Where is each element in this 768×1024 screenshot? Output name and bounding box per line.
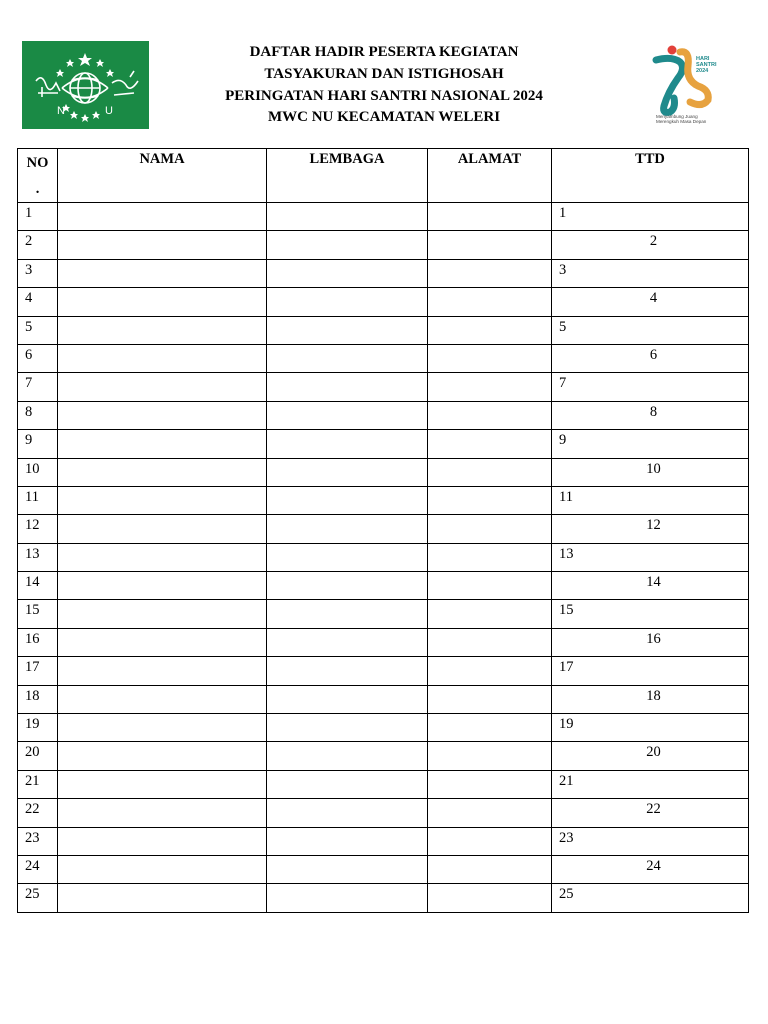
lembaga-cell[interactable] xyxy=(267,600,428,628)
nama-cell[interactable] xyxy=(58,430,267,458)
alamat-cell[interactable] xyxy=(428,401,552,429)
title-line-1: DAFTAR HADIR PESERTA KEGIATAN xyxy=(249,44,519,60)
alamat-cell[interactable] xyxy=(428,486,552,514)
row-number-cell: 11 xyxy=(18,486,58,514)
nu-logo-letter-u: U xyxy=(105,105,113,117)
nama-cell[interactable] xyxy=(58,259,267,287)
title-line-2: TASYAKURAN DAN ISTIGHOSAH xyxy=(264,65,504,82)
alamat-cell[interactable] xyxy=(428,458,552,486)
row-number-cell: 17 xyxy=(18,657,58,685)
nama-cell[interactable] xyxy=(58,231,267,259)
row-number-cell: 18 xyxy=(18,685,58,713)
alamat-cell[interactable] xyxy=(428,884,552,912)
hari-santri-name-1: HARI xyxy=(696,56,710,62)
alamat-cell[interactable] xyxy=(428,259,552,287)
lembaga-cell[interactable] xyxy=(267,486,428,514)
ttd-signature-cell[interactable]: 7 xyxy=(552,373,749,401)
alamat-cell[interactable] xyxy=(428,515,552,543)
lembaga-cell[interactable] xyxy=(267,515,428,543)
row-number-cell: 21 xyxy=(18,770,58,798)
lembaga-cell[interactable] xyxy=(267,458,428,486)
ttd-signature-cell[interactable]: 23 xyxy=(552,827,749,855)
ttd-signature-cell[interactable]: 1 xyxy=(552,203,749,231)
table-row xyxy=(18,486,749,514)
ttd-signature-cell[interactable]: 25 xyxy=(552,884,749,912)
ttd-signature-cell[interactable]: 24 xyxy=(552,855,749,883)
lembaga-cell[interactable] xyxy=(267,742,428,770)
row-number-cell: 7 xyxy=(18,373,58,401)
row-number-cell: 24 xyxy=(18,855,58,883)
nama-cell[interactable] xyxy=(58,344,267,372)
row-number-cell: 9 xyxy=(18,430,58,458)
nama-cell[interactable] xyxy=(58,884,267,912)
lembaga-cell[interactable] xyxy=(267,430,428,458)
nama-cell[interactable] xyxy=(58,628,267,656)
row-number-cell: 6 xyxy=(18,344,58,372)
table-row xyxy=(18,543,749,571)
row-number-cell: 22 xyxy=(18,799,58,827)
title-line-4: MWC NU KECAMATAN WELERI xyxy=(267,109,501,126)
row-number-cell: 20 xyxy=(18,742,58,770)
row-number-cell: 4 xyxy=(18,288,58,316)
lembaga-cell[interactable] xyxy=(267,373,428,401)
hari-santri-tagline-1: Menyambung Juang xyxy=(656,114,698,119)
table-row xyxy=(18,827,749,855)
row-number-cell: 13 xyxy=(18,543,58,571)
title-line-3: PERINGATAN HARI SANTRI NASIONAL 2024 xyxy=(225,87,543,104)
ttd-signature-cell[interactable]: 8 xyxy=(552,401,749,429)
row-number-cell: 19 xyxy=(18,714,58,742)
document-title xyxy=(190,42,578,129)
lembaga-cell[interactable] xyxy=(267,344,428,372)
lembaga-cell[interactable] xyxy=(267,685,428,713)
hari-santri-name-2: SANTRI xyxy=(696,62,717,68)
alamat-cell[interactable] xyxy=(428,344,552,372)
ttd-signature-cell[interactable]: 3 xyxy=(552,259,749,287)
table-row xyxy=(18,884,749,912)
nama-cell[interactable] xyxy=(58,600,267,628)
lembaga-cell[interactable] xyxy=(267,855,428,883)
ttd-signature-cell[interactable]: 11 xyxy=(552,486,749,514)
nama-cell[interactable] xyxy=(58,770,267,798)
nu-logo xyxy=(22,41,149,129)
nama-cell[interactable] xyxy=(58,316,267,344)
nama-cell[interactable] xyxy=(58,458,267,486)
row-number-cell: 8 xyxy=(18,401,58,429)
table-row xyxy=(18,714,749,742)
lembaga-cell[interactable] xyxy=(267,231,428,259)
alamat-cell[interactable] xyxy=(428,316,552,344)
nu-logo-letter-n: N xyxy=(57,105,65,117)
table-row xyxy=(18,259,749,287)
alamat-cell[interactable] xyxy=(428,628,552,656)
alamat-cell[interactable] xyxy=(428,799,552,827)
nama-cell[interactable] xyxy=(58,572,267,600)
table-row xyxy=(18,572,749,600)
nama-cell[interactable] xyxy=(58,685,267,713)
ttd-signature-cell[interactable]: 14 xyxy=(552,572,749,600)
ttd-signature-cell[interactable]: 21 xyxy=(552,770,749,798)
alamat-cell[interactable] xyxy=(428,543,552,571)
nama-cell[interactable] xyxy=(58,543,267,571)
lembaga-cell[interactable] xyxy=(267,799,428,827)
alamat-cell[interactable] xyxy=(428,231,552,259)
ttd-signature-cell[interactable]: 9 xyxy=(552,430,749,458)
nama-cell[interactable] xyxy=(58,401,267,429)
nama-cell[interactable] xyxy=(58,288,267,316)
table-row xyxy=(18,855,749,883)
hari-santri-tagline-2: Merengkuh Masa Depan xyxy=(656,119,707,124)
ttd-signature-cell[interactable]: 16 xyxy=(552,628,749,656)
alamat-cell[interactable] xyxy=(428,288,552,316)
lembaga-cell[interactable] xyxy=(267,827,428,855)
lembaga-cell[interactable] xyxy=(267,657,428,685)
ttd-signature-cell[interactable]: 18 xyxy=(552,685,749,713)
ttd-signature-cell[interactable]: 2 xyxy=(552,231,749,259)
lembaga-cell[interactable] xyxy=(267,401,428,429)
ttd-signature-cell[interactable]: 19 xyxy=(552,714,749,742)
alamat-cell[interactable] xyxy=(428,770,552,798)
lembaga-cell[interactable] xyxy=(267,543,428,571)
row-number-cell: 14 xyxy=(18,572,58,600)
alamat-cell[interactable] xyxy=(428,742,552,770)
alamat-cell[interactable] xyxy=(428,600,552,628)
table-row xyxy=(18,600,749,628)
row-number-cell: 3 xyxy=(18,259,58,287)
ttd-signature-cell[interactable]: 17 xyxy=(552,657,749,685)
table-row xyxy=(18,288,749,316)
nama-cell[interactable] xyxy=(58,799,267,827)
attendance-table xyxy=(17,148,749,913)
lembaga-cell[interactable] xyxy=(267,316,428,344)
row-number-cell: 16 xyxy=(18,628,58,656)
table-row xyxy=(18,799,749,827)
row-number-cell: 25 xyxy=(18,884,58,912)
lembaga-cell[interactable] xyxy=(267,288,428,316)
column-header-ttd: TTD xyxy=(552,149,749,203)
lembaga-cell[interactable] xyxy=(267,884,428,912)
nama-cell[interactable] xyxy=(58,373,267,401)
ttd-signature-cell[interactable]: 4 xyxy=(552,288,749,316)
lembaga-cell[interactable] xyxy=(267,203,428,231)
alamat-cell[interactable] xyxy=(428,203,552,231)
nama-cell[interactable] xyxy=(58,486,267,514)
lembaga-cell[interactable] xyxy=(267,714,428,742)
alamat-cell[interactable] xyxy=(428,685,552,713)
alamat-cell[interactable] xyxy=(428,657,552,685)
lembaga-cell[interactable] xyxy=(267,259,428,287)
nama-cell[interactable] xyxy=(58,855,267,883)
table-row xyxy=(18,373,749,401)
ttd-signature-cell[interactable]: 5 xyxy=(552,316,749,344)
ttd-signature-cell[interactable]: 15 xyxy=(552,600,749,628)
table-row xyxy=(18,344,749,372)
row-number-cell: 10 xyxy=(18,458,58,486)
row-number-cell: 12 xyxy=(18,515,58,543)
ttd-signature-cell[interactable]: 20 xyxy=(552,742,749,770)
lembaga-cell[interactable] xyxy=(267,770,428,798)
alamat-cell[interactable] xyxy=(428,855,552,883)
column-header-alamat: ALAMAT xyxy=(428,149,552,203)
table-row xyxy=(18,430,749,458)
nama-cell[interactable] xyxy=(58,827,267,855)
nama-cell[interactable] xyxy=(58,742,267,770)
nama-cell[interactable] xyxy=(58,657,267,685)
table-header-row xyxy=(18,149,749,203)
row-number-cell: 5 xyxy=(18,316,58,344)
alamat-cell[interactable] xyxy=(428,827,552,855)
table-row xyxy=(18,401,749,429)
row-number-cell: 23 xyxy=(18,827,58,855)
column-header-no xyxy=(18,149,58,203)
ttd-signature-cell[interactable]: 12 xyxy=(552,515,749,543)
table-row xyxy=(18,685,749,713)
row-number-cell: 1 xyxy=(18,203,58,231)
table-row xyxy=(18,770,749,798)
table-row xyxy=(18,742,749,770)
ttd-signature-cell[interactable]: 22 xyxy=(552,799,749,827)
table-row xyxy=(18,657,749,685)
column-header-no-dot: . xyxy=(35,181,40,197)
table-row xyxy=(18,458,749,486)
alamat-cell[interactable] xyxy=(428,714,552,742)
table-row xyxy=(18,203,749,231)
column-header-nama: NAMA xyxy=(58,149,267,203)
table-row xyxy=(18,515,749,543)
hari-santri-logo xyxy=(650,42,726,126)
nama-cell[interactable] xyxy=(58,714,267,742)
table-row xyxy=(18,231,749,259)
ttd-signature-cell[interactable]: 6 xyxy=(552,344,749,372)
nama-cell[interactable] xyxy=(58,515,267,543)
lembaga-cell[interactable] xyxy=(267,628,428,656)
table-row xyxy=(18,628,749,656)
hari-santri-name-3: 2024 xyxy=(696,68,709,74)
alamat-cell[interactable] xyxy=(428,373,552,401)
table-row xyxy=(18,316,749,344)
ttd-signature-cell[interactable]: 13 xyxy=(552,543,749,571)
column-header-lembaga: LEMBAGA xyxy=(267,149,428,203)
lembaga-cell[interactable] xyxy=(267,572,428,600)
alamat-cell[interactable] xyxy=(428,572,552,600)
alamat-cell[interactable] xyxy=(428,430,552,458)
document-header xyxy=(0,0,768,140)
row-number-cell: 2 xyxy=(18,231,58,259)
column-header-no-label: NO xyxy=(26,155,49,171)
ttd-signature-cell[interactable]: 10 xyxy=(552,458,749,486)
nama-cell[interactable] xyxy=(58,203,267,231)
row-number-cell: 15 xyxy=(18,600,58,628)
